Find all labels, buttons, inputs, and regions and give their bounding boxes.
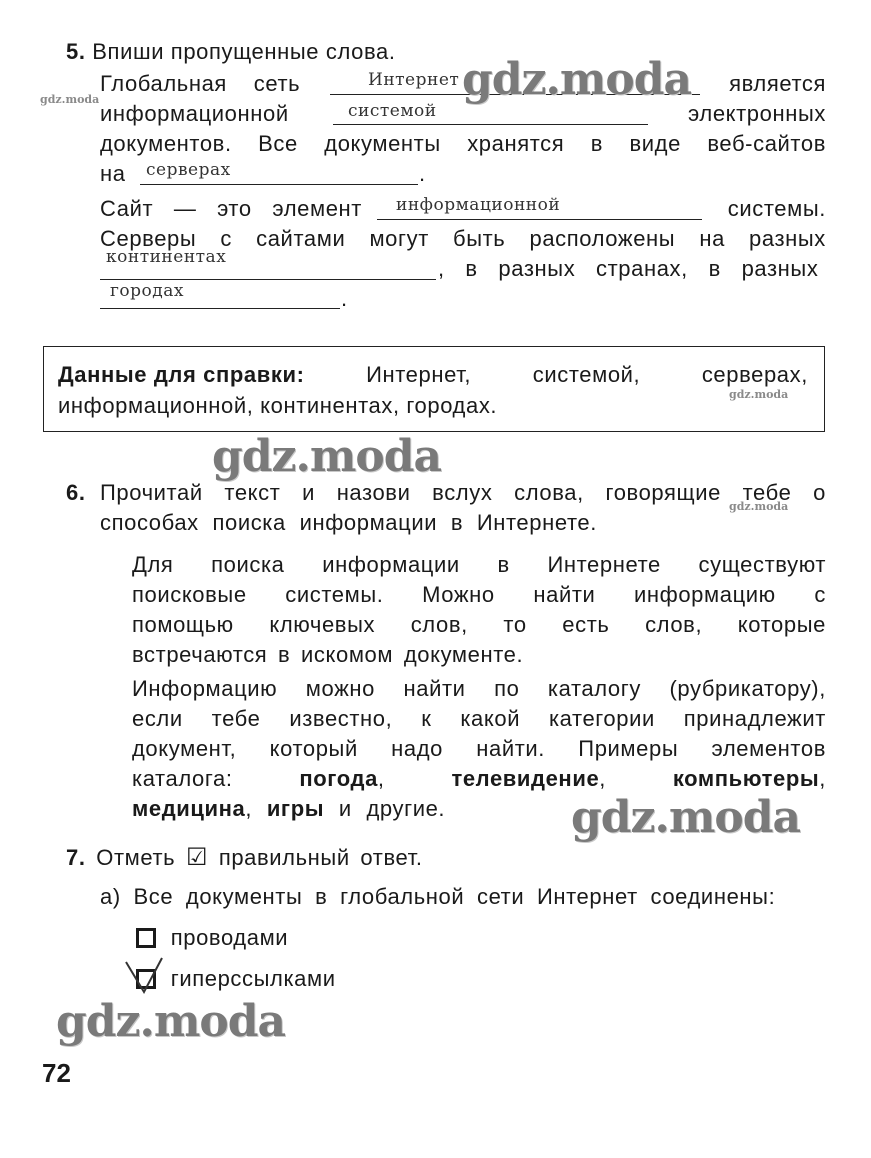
answer-gorodah: городах [110,281,184,301]
word: Можно [422,582,495,607]
handwritten-check-mark-icon [122,956,168,1000]
word: слова, [514,480,584,505]
word: по [494,676,520,701]
task7-text1: Отметь [96,845,176,870]
reference-line2: информационной, континентах, городах. [58,393,498,418]
word: найти. [476,736,546,761]
word: в [590,131,604,156]
task5-row4-start: на [100,161,126,186]
watermark-small: gdz.moda [729,388,789,401]
reference-line1 [58,362,808,388]
word: текст [224,480,281,505]
word: быть [453,226,506,251]
task6-p2-line3 [132,736,826,762]
word: информации [322,552,460,577]
task6-line2: способах поиска информации в Интернете. [100,510,597,535]
task5-row7-end: , в разных странах, в разных [438,256,819,281]
task6-line1 [100,480,826,506]
blank-informacionnoy[interactable] [377,219,702,220]
word: Примеры [578,736,679,761]
word: Для [132,552,174,577]
word: Информацию [132,676,278,701]
task5-title: Впиши пропущенные слова. [92,39,396,64]
word: Интернет, [366,362,472,387]
word: какой [460,706,521,731]
word: каталога: [132,766,233,791]
task7-heading [66,843,423,871]
word: о [813,480,826,505]
word: Глобальная [100,71,227,96]
checkbox-provodami[interactable] [136,928,156,948]
word: которые [737,612,826,637]
task7-number: 7. [66,845,86,870]
word: Интернете [547,552,661,577]
task5-row1-end: является [729,71,826,96]
word: принадлежит [683,706,826,731]
word: (рубрикатору), [669,676,826,701]
word: категории [548,706,655,731]
word: хранятся [467,131,565,156]
task6-p1-line4: встречаются в искомом документе. [132,642,524,667]
word: тебе [211,706,261,731]
watermark: gdz.moda [571,792,801,843]
word: помощью [132,612,234,637]
word: надо [391,736,443,761]
word: можно [305,676,376,701]
option-provodami[interactable] [136,925,288,951]
word: есть [562,612,610,637]
task5-row2-end: электронных [688,101,826,126]
word: виде [629,131,681,156]
word: известно, [289,706,393,731]
word: серверах, [701,362,808,387]
word: существуют [698,552,826,577]
answer-informacionnoy: информационной [396,195,561,215]
watermark: gdz.moda [212,431,442,482]
word: Сайт [100,196,154,221]
word: слов, [410,612,468,637]
task5-row8-end: . [341,286,348,311]
word: найти [533,582,596,607]
word: — [173,196,197,221]
word: с [814,582,826,607]
word: найти [403,676,466,701]
task5-row5-end: системы. [727,196,826,221]
task7-text2: правильный ответ. [218,845,423,870]
answer-internet: Интернет [368,70,460,90]
keyword-pogoda: погода [299,766,378,791]
blank-kontinentah[interactable] [100,279,436,280]
watermark-small: gdz.moda [729,500,789,513]
word: то [503,612,527,637]
word: расположены [529,226,676,251]
word: информацию [634,582,776,607]
word: могут [369,226,429,251]
keyword-igry: игры [266,796,325,821]
word: говорящие [605,480,721,505]
task5-row3 [100,131,826,157]
word: документов. [100,131,232,156]
reference-box [43,346,825,432]
word: который [269,736,358,761]
word: элементов [711,736,826,761]
watermark: gdz.moda [462,54,692,105]
task5-row2-start: информационной [100,101,289,126]
answer-sistemoy: системой [348,101,437,121]
checkbox-checked-icon: ☑ [185,843,209,871]
word: это [217,196,252,221]
task5-row5-start [100,196,362,222]
word: тебе [742,480,792,505]
word: Серверы [100,226,197,251]
word: к [421,706,432,731]
answer-serverah: серверах [146,160,231,180]
word: и [302,480,315,505]
task6-p2-line1 [132,676,826,702]
task5-number: 5. [66,39,86,64]
word: поиска [211,552,285,577]
task6-p1-line1 [132,552,826,578]
task6-number: 6. [66,480,86,505]
word: Прочитай [100,480,203,505]
watermark: gdz.moda [56,996,286,1047]
word: сайтами [256,226,346,251]
task5-heading [66,39,396,65]
option-label: проводами [170,925,289,950]
keyword-medicina: медицина [132,796,246,821]
keyword-televidenie: телевидение [451,766,600,791]
word: с [220,226,233,251]
page-number: 72 [42,1058,71,1088]
reference-label: Данные для справки: [58,362,305,387]
option-label: гиперссылками [170,966,336,991]
word: Все [258,131,298,156]
task5-row1-start [100,71,300,97]
blank-sistemoy[interactable] [333,124,648,125]
watermark-small: gdz.moda [40,93,100,106]
word: ключевых [269,612,376,637]
word: элемент [272,196,362,221]
task6-p1-line3 [132,612,826,638]
word: системой, [532,362,641,387]
blank-serverah[interactable] [140,184,418,185]
word: вслух [432,480,493,505]
word: поисковые [132,582,247,607]
answer-kontinentah: континентах [106,247,227,267]
task6-p1-line2 [132,582,826,608]
keyword-kompyutery: компьютеры [672,766,820,791]
word: документ, [132,736,237,761]
task7-question-a: а) Все документы в глобальной сети Интернет соединены: [100,884,776,909]
word: веб-сайтов [707,131,826,156]
word: и другие. [338,796,446,821]
word: разных [749,226,826,251]
word: слов, [645,612,703,637]
word: если [132,706,183,731]
word: документы [324,131,441,156]
word: каталогу [547,676,641,701]
task6-p2-line4: каталога: погода, телевидение, компьютеры, [132,766,826,791]
task6-p2-line5: медицина, игры и другие. [132,796,446,821]
task5-row4-end: . [419,161,426,186]
word: сеть [253,71,301,96]
word: системы. [285,582,384,607]
word: в [497,552,510,577]
task6-p2-line2 [132,706,826,732]
word: назови [336,480,411,505]
blank-gorodah[interactable] [100,308,340,309]
word: на [699,226,725,251]
